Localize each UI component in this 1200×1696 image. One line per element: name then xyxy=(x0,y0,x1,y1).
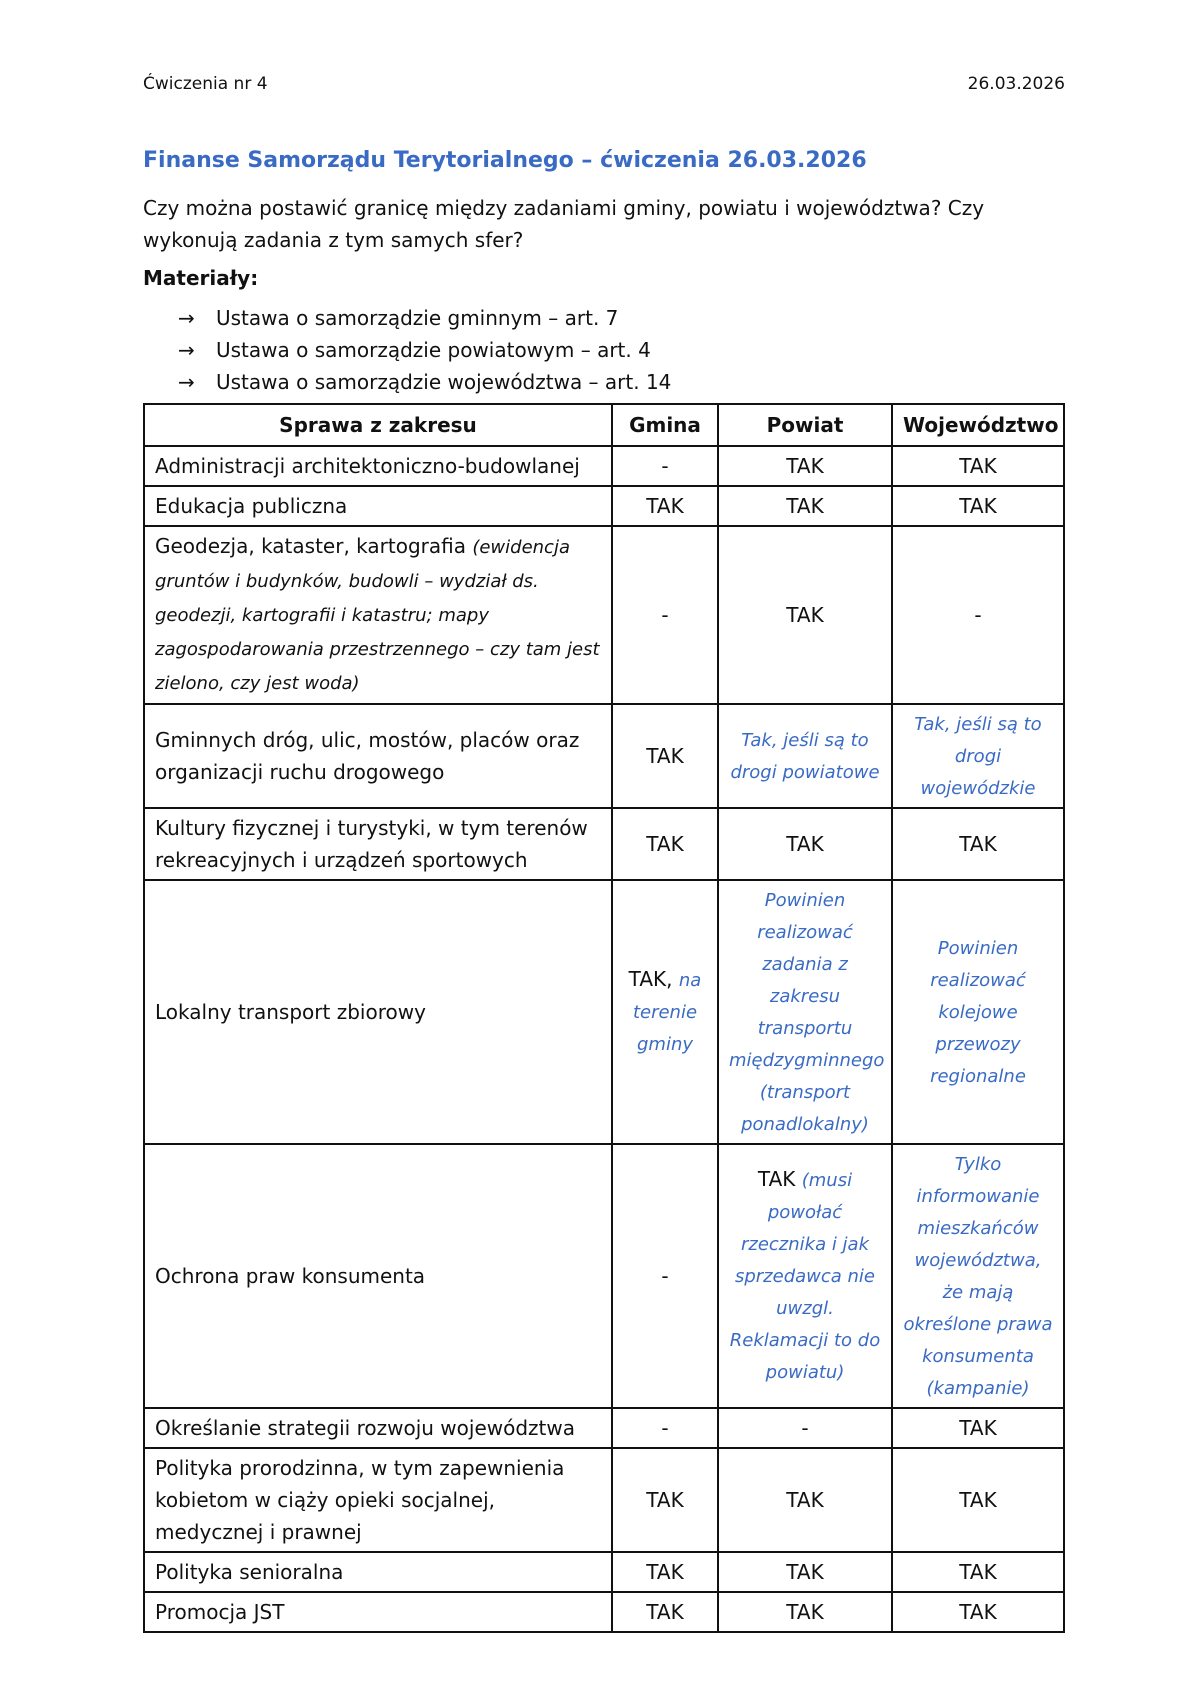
row-label: Polityka prorodzinna, w tym zapewnienia kobietom w ciąży opieki socjalnej, medycznej i prawnej xyxy=(144,1448,612,1552)
table-row xyxy=(144,526,1064,704)
column-header-powiat: Powiat xyxy=(718,404,892,446)
cell-gmina: TAK xyxy=(612,1592,718,1632)
row-label: Gminnych dróg, ulic, mostów, placów oraz organizacji ruchu drogowego xyxy=(144,704,612,808)
cell-powiat: TAK xyxy=(718,808,892,880)
cell-gmina: TAK xyxy=(612,1448,718,1552)
cell-gmina: TAK xyxy=(612,486,718,526)
cell-powiat xyxy=(718,1144,892,1408)
cell-gmina: - xyxy=(612,1144,718,1408)
row-label: Polityka senioralna xyxy=(144,1552,612,1592)
arrow-right-icon: → xyxy=(178,338,195,362)
cell-wojewodztwo: TAK xyxy=(892,486,1064,526)
row-label: Ochrona praw konsumenta xyxy=(144,1144,612,1408)
table-row xyxy=(144,1448,1064,1552)
cell-gmina: - xyxy=(612,1408,718,1448)
cell-powiat: TAK xyxy=(718,526,892,704)
cell-powiat: TAK xyxy=(718,486,892,526)
intro-question: Czy można postawić granicę między zadaniami gminy, powiatu i województwa? Czy wykonują zadania z tym samych sfer? xyxy=(143,196,985,252)
cell-powiat: TAK xyxy=(718,1448,892,1552)
cell-gmina xyxy=(612,880,718,1144)
cell-wojewodztwo xyxy=(892,704,1064,808)
material-item-label: Ustawa o samorządzie gminnym – art. 7 xyxy=(216,306,619,330)
cell-wojewodztwo: - xyxy=(892,526,1064,704)
cell-powiat: TAK xyxy=(718,1592,892,1632)
list-item xyxy=(178,334,671,366)
material-item-label: Ustawa o samorządzie województwa – art. 14 xyxy=(216,370,672,394)
cell-wojewodztwo: TAK xyxy=(892,446,1064,486)
column-header-matter: Sprawa z zakresu xyxy=(144,404,612,446)
cell-powiat: TAK xyxy=(718,1552,892,1592)
table-header-row xyxy=(144,404,1064,446)
materials-list xyxy=(178,302,671,398)
header-exercise-number: Ćwiczenia nr 4 xyxy=(143,74,268,94)
cell-gmina: TAK xyxy=(612,808,718,880)
table-row xyxy=(144,880,1064,1144)
cell-powiat: TAK xyxy=(718,446,892,486)
row-label xyxy=(144,526,612,704)
table-row xyxy=(144,1552,1064,1592)
row-label: Administracji architektoniczno-budowlanej xyxy=(144,446,612,486)
cell-wojewodztwo: TAK xyxy=(892,1448,1064,1552)
table-row xyxy=(144,446,1064,486)
cell-powiat: - xyxy=(718,1408,892,1448)
row-label: Określanie strategii rozwoju województwa xyxy=(144,1408,612,1448)
table-row xyxy=(144,1592,1064,1632)
table-row xyxy=(144,1408,1064,1448)
table-row xyxy=(144,1144,1064,1408)
cell-wojewodztwo: TAK xyxy=(892,808,1064,880)
cell-wojewodztwo xyxy=(892,1144,1064,1408)
row-label-note: (ewidencja gruntów i budynków, budowli – wydział ds. geodezji, kartografii i katastru; mapy zagospodarowania przestrzennego – czy tam jest zielono, czy jest woda) xyxy=(155,537,600,694)
cell-gmina: - xyxy=(612,526,718,704)
cell-powiat xyxy=(718,704,892,808)
cell-note: Powinien realizować kolejowe przewozy regionalne xyxy=(930,938,1026,1087)
table-row xyxy=(144,704,1064,808)
cell-gmina: TAK xyxy=(612,1552,718,1592)
list-item xyxy=(178,302,671,334)
column-header-wojewodztwo: Województwo xyxy=(892,404,1064,446)
material-item-label: Ustawa o samorządzie powiatowym – art. 4 xyxy=(216,338,651,362)
table-row xyxy=(144,486,1064,526)
page-title: Finanse Samorządu Terytorialnego – ćwiczenia 26.03.2026 xyxy=(143,148,867,173)
row-label: Kultury fizycznej i turystyki, w tym terenów rekreacyjnych i urządzeń sportowych xyxy=(144,808,612,880)
table-row xyxy=(144,808,1064,880)
arrow-right-icon: → xyxy=(178,306,195,330)
cell-note: na terenie gminy xyxy=(632,970,702,1055)
cell-note: (musi powołać rzecznika i jak sprzedawca nie uwzgl. Reklamacji to do powiatu) xyxy=(729,1170,881,1383)
responsibility-table xyxy=(143,403,1065,1633)
row-label-text: Geodezja, kataster, kartografia xyxy=(155,534,466,558)
row-label: Promocja JST xyxy=(144,1592,612,1632)
cell-note: Tak, jeśli są to drogi powiatowe xyxy=(730,730,880,783)
column-header-gmina: Gmina xyxy=(612,404,718,446)
cell-wojewodztwo: TAK xyxy=(892,1552,1064,1592)
cell-note: Tak, jeśli są to drogi wojewódzkie xyxy=(914,714,1042,799)
row-label: Lokalny transport zbiorowy xyxy=(144,880,612,1144)
list-item xyxy=(178,366,671,398)
header-date: 26.03.2026 xyxy=(967,74,1065,94)
materials-label: Materiały: xyxy=(143,266,259,290)
cell-gmina: - xyxy=(612,446,718,486)
cell-wojewodztwo: TAK xyxy=(892,1408,1064,1448)
cell-value: TAK xyxy=(757,1167,796,1191)
cell-value: TAK, xyxy=(628,967,673,991)
cell-powiat xyxy=(718,880,892,1144)
cell-note: Tylko informowanie mieszkańców województwa, że mają określone prawa konsumenta (kampanie) xyxy=(903,1154,1053,1399)
cell-gmina: TAK xyxy=(612,704,718,808)
row-label: Edukacja publiczna xyxy=(144,486,612,526)
cell-wojewodztwo xyxy=(892,880,1064,1144)
cell-note: Powinien realizować zadania z zakresu transportu międzygminnego (transport ponadlokalny) xyxy=(729,890,885,1135)
arrow-right-icon: → xyxy=(178,370,195,394)
cell-wojewodztwo: TAK xyxy=(892,1592,1064,1632)
